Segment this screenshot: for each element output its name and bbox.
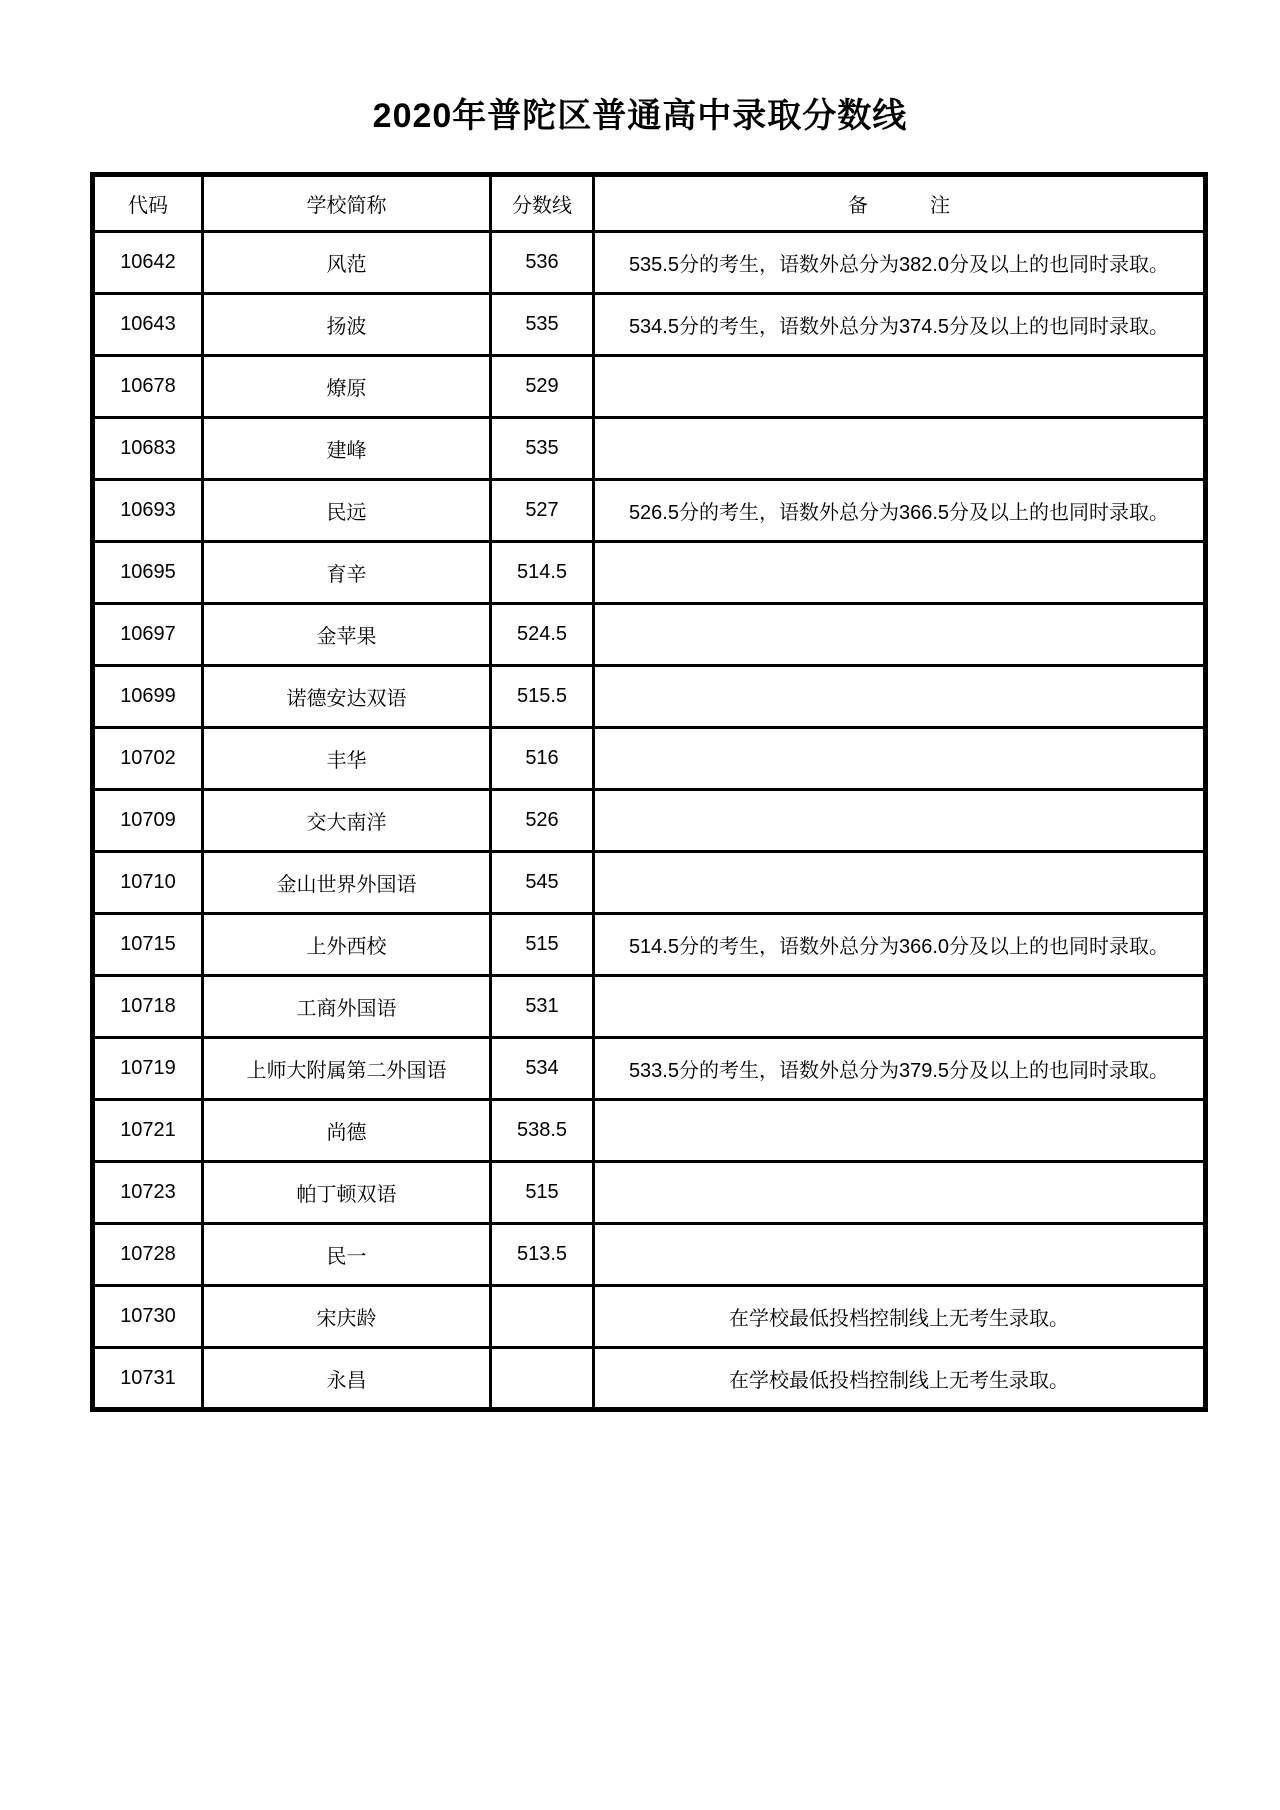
cell-remark: [594, 790, 1206, 852]
cell-code: 10678: [93, 356, 203, 418]
cell-code: 10730: [93, 1286, 203, 1348]
table-row: [93, 1038, 1206, 1100]
table-row: [93, 1286, 1206, 1348]
cell-school: 丰华: [203, 728, 491, 790]
cell-score: 531: [491, 976, 594, 1038]
table-row: [93, 294, 1206, 356]
cell-remark: 在学校最低投档控制线上无考生录取。: [594, 1348, 1206, 1410]
cell-code: 10702: [93, 728, 203, 790]
cell-code: 10699: [93, 666, 203, 728]
table-row: [93, 604, 1206, 666]
cell-remark: [594, 728, 1206, 790]
cell-school: 宋庆龄: [203, 1286, 491, 1348]
cell-score: 545: [491, 852, 594, 914]
table-row: [93, 728, 1206, 790]
cell-code: 10731: [93, 1348, 203, 1410]
table-row: [93, 1162, 1206, 1224]
cell-score: 516: [491, 728, 594, 790]
table-row: [93, 852, 1206, 914]
cell-school: 风范: [203, 232, 491, 294]
table-row: [93, 1224, 1206, 1286]
cell-school: 帕丁顿双语: [203, 1162, 491, 1224]
cell-school: 扬波: [203, 294, 491, 356]
cell-remark: [594, 542, 1206, 604]
cell-score: 535: [491, 418, 594, 480]
cell-code: 10693: [93, 480, 203, 542]
cell-remark: [594, 976, 1206, 1038]
table-row: [93, 1348, 1206, 1410]
cell-school: 民远: [203, 480, 491, 542]
cell-score: 515: [491, 1162, 594, 1224]
cell-school: 上外西校: [203, 914, 491, 976]
cell-code: 10718: [93, 976, 203, 1038]
cell-school: 工商外国语: [203, 976, 491, 1038]
table-row: [93, 356, 1206, 418]
cell-code: 10695: [93, 542, 203, 604]
table-row: [93, 914, 1206, 976]
cell-remark: [594, 604, 1206, 666]
cell-remark: [594, 1100, 1206, 1162]
cell-score: 538.5: [491, 1100, 594, 1162]
table-row: [93, 418, 1206, 480]
cell-school: 建峰: [203, 418, 491, 480]
page-title: 2020年普陀区普通高中录取分数线: [372, 97, 908, 135]
cell-remark: [594, 852, 1206, 914]
table-row: [93, 232, 1206, 294]
cell-remark: 在学校最低投档控制线上无考生录取。: [594, 1286, 1206, 1348]
cell-school: 民一: [203, 1224, 491, 1286]
cell-code: 10643: [93, 294, 203, 356]
cell-score: [491, 1286, 594, 1348]
admission-score-table: [90, 172, 1208, 1412]
cell-code: 10715: [93, 914, 203, 976]
cell-remark: 514.5分的考生，语数外总分为366.0分及以上的也同时录取。: [594, 914, 1206, 976]
table-row: [93, 666, 1206, 728]
cell-remark: 526.5分的考生，语数外总分为366.5分及以上的也同时录取。: [594, 480, 1206, 542]
cell-remark: [594, 356, 1206, 418]
cell-school: 育辛: [203, 542, 491, 604]
table-row: [93, 542, 1206, 604]
header-remark: [594, 175, 1206, 232]
cell-remark: [594, 1162, 1206, 1224]
cell-school: 交大南洋: [203, 790, 491, 852]
cell-code: 10642: [93, 232, 203, 294]
table-body: [93, 232, 1206, 1410]
table-row: [93, 480, 1206, 542]
cell-school: 金山世界外国语: [203, 852, 491, 914]
cell-score: 529: [491, 356, 594, 418]
cell-remark: 535.5分的考生，语数外总分为382.0分及以上的也同时录取。: [594, 232, 1206, 294]
cell-score: [491, 1348, 594, 1410]
cell-code: 10728: [93, 1224, 203, 1286]
cell-school: 永昌: [203, 1348, 491, 1410]
cell-school: 燎原: [203, 356, 491, 418]
cell-score: 535: [491, 294, 594, 356]
header-remark-right: 注: [930, 195, 950, 217]
cell-score: 513.5: [491, 1224, 594, 1286]
header-school: 学校简称: [203, 175, 491, 232]
cell-score: 534: [491, 1038, 594, 1100]
cell-code: 10683: [93, 418, 203, 480]
cell-school: 金苹果: [203, 604, 491, 666]
header-remark-left: 备: [848, 195, 868, 217]
table-header-row: [93, 175, 1206, 232]
cell-code: 10723: [93, 1162, 203, 1224]
table-row: [93, 976, 1206, 1038]
cell-remark: [594, 1224, 1206, 1286]
cell-code: 10709: [93, 790, 203, 852]
cell-score: 536: [491, 232, 594, 294]
cell-score: 524.5: [491, 604, 594, 666]
cell-score: 515.5: [491, 666, 594, 728]
cell-school: 诺德安达双语: [203, 666, 491, 728]
cell-code: 10719: [93, 1038, 203, 1100]
cell-score: 527: [491, 480, 594, 542]
cell-score: 514.5: [491, 542, 594, 604]
cell-remark: [594, 418, 1206, 480]
header-code: 代码: [93, 175, 203, 232]
cell-school: 尚德: [203, 1100, 491, 1162]
cell-remark: [594, 666, 1206, 728]
table-row: [93, 1100, 1206, 1162]
cell-code: 10710: [93, 852, 203, 914]
cell-school: 上师大附属第二外国语: [203, 1038, 491, 1100]
cell-remark: 534.5分的考生，语数外总分为374.5分及以上的也同时录取。: [594, 294, 1206, 356]
cell-score: 526: [491, 790, 594, 852]
cell-remark: 533.5分的考生，语数外总分为379.5分及以上的也同时录取。: [594, 1038, 1206, 1100]
header-remark-label: [848, 189, 950, 218]
header-score: 分数线: [491, 175, 594, 232]
cell-code: 10721: [93, 1100, 203, 1162]
cell-score: 515: [491, 914, 594, 976]
table-row: [93, 790, 1206, 852]
cell-code: 10697: [93, 604, 203, 666]
